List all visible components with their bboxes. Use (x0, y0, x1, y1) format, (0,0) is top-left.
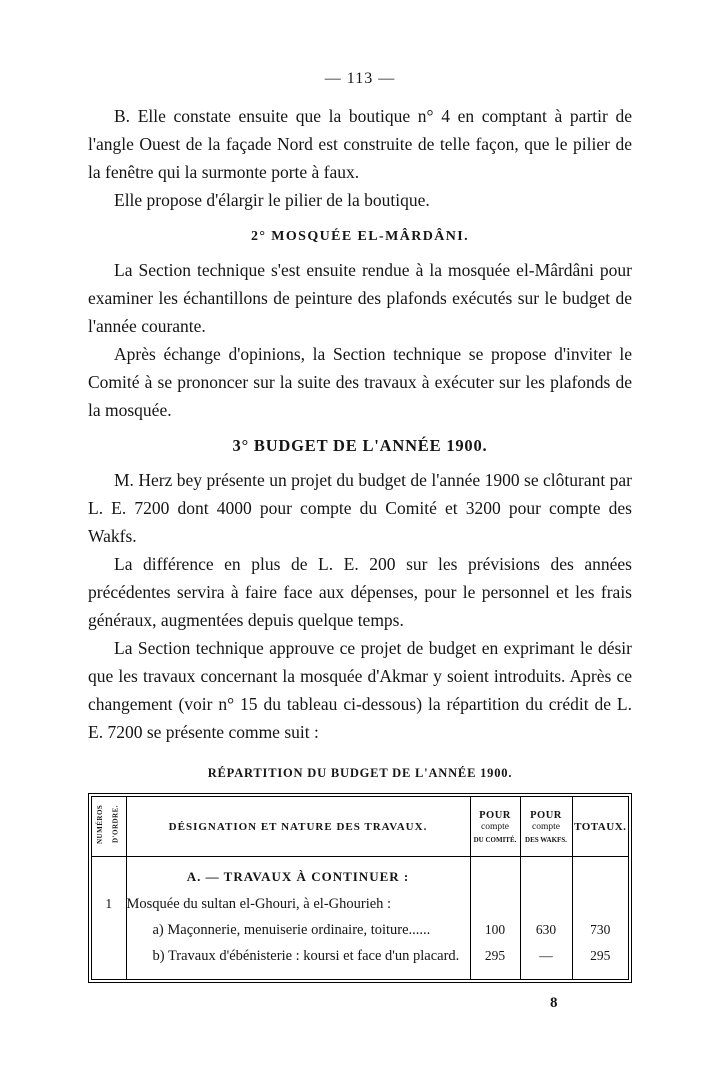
compte-label: compte (481, 821, 509, 832)
row-comite-value: 100 (470, 917, 520, 943)
page-number-header: — 113 — (324, 70, 396, 87)
column-header-numeros: NUMÉROS D'ORDRE. (96, 804, 120, 844)
column-header-numeros-cell (92, 797, 126, 857)
budget-table (88, 793, 632, 983)
table-row (92, 891, 628, 917)
paragraph-boutique: B. Elle constate ensuite que la boutique n° 4 en comptant à partir de l'angle Ouest de la façade Nord est construite de telle façon, que le pilier de la fenêtre qui la surmonte porte à faux. (88, 106, 632, 182)
empty-cell (572, 857, 628, 892)
row-comite-value (470, 891, 520, 917)
row-number (92, 917, 126, 943)
paragraph-apres-echange: Après échange d'opinions, la Section technique se propose d'inviter le Comité à se prononcer sur la suite des travaux à exécuter sur les plafonds de la mosquée. (88, 344, 632, 420)
row-designation: a) Maçonnerie, menuiserie ordinaire, toiture...... (126, 917, 470, 943)
table-row (92, 917, 628, 943)
row-designation: Mosquée du sultan el-Ghouri, à el-Ghourieh : (126, 891, 470, 917)
section-a-heading: A. — TRAVAUX À CONTINUER : (126, 857, 470, 892)
table-row (92, 943, 628, 979)
row-comite-value: 295 (470, 943, 520, 979)
column-header-pour-comite (470, 797, 520, 857)
heading-budget-1900: 3° BUDGET DE L'ANNÉE 1900. (232, 436, 488, 455)
row-number (92, 943, 126, 979)
column-header-totaux: TOTAUX. (572, 797, 628, 857)
row-wakfs-value: 630 (520, 917, 572, 943)
du-comite-label: DU COMITÉ. (473, 835, 517, 844)
table-title: RÉPARTITION DU BUDGET DE L'ANNÉE 1900. (207, 766, 513, 780)
empty-cell (520, 857, 572, 892)
paragraph-section-rendue: La Section technique s'est ensuite rendue à la mosquée el-Mârdâni pour examiner les échantillons de peinture des plafonds exécutés sur le budget de l'année courante. (88, 260, 632, 336)
pour-label: POUR (479, 809, 511, 821)
empty-cell (92, 857, 126, 892)
row-wakfs-value: — (520, 943, 572, 979)
budget-table-grid (92, 797, 628, 979)
paragraph-pilier: Elle propose d'élargir le pilier de la boutique. (114, 190, 430, 210)
row-totaux-value (572, 891, 628, 917)
table-section-heading-row (92, 857, 628, 892)
empty-cell (470, 857, 520, 892)
table-header-row (92, 797, 628, 857)
column-header-pour-wakfs (520, 797, 572, 857)
heading-mosquee-el-mardani: 2° MOSQUÉE EL-MÂRDÂNI. (250, 229, 470, 244)
des-wakfs-label: DES WAKFS. (525, 835, 567, 844)
row-totaux-value: 295 (572, 943, 628, 979)
compte-label: compte (532, 821, 560, 832)
paragraph-difference: La différence en plus de L. E. 200 sur les prévisions des années précédentes servira à faire face aux dépenses, pour le personnel et les frais généraux, augmentées depuis quelque temps. (88, 554, 632, 630)
row-wakfs-value (520, 891, 572, 917)
row-number: 1 (105, 896, 113, 911)
signature-mark: 8 (550, 995, 558, 1011)
pour-label: POUR (530, 809, 562, 821)
paragraph-herz-budget: M. Herz bey présente un projet du budget de l'année 1900 se clôturant par L. E. 7200 dont 4000 pour compte du Comité et 3200 pour compte des Wakfs. (88, 470, 632, 546)
row-designation: b) Travaux d'ébénisterie : koursi et face d'un placard. (126, 943, 470, 979)
paragraph-approbation: La Section technique approuve ce projet de budget en exprimant le désir que les travaux concernant la mosquée d'Akmar y soient introduits. Après ce changement (voir n° 15 du tableau ci-dessous) la répartition du crédit de L. E. 7200 se présente comme suit : (88, 638, 632, 742)
row-totaux-value: 730 (572, 917, 628, 943)
column-header-designation: DÉSIGNATION ET NATURE DES TRAVAUX. (126, 797, 470, 857)
